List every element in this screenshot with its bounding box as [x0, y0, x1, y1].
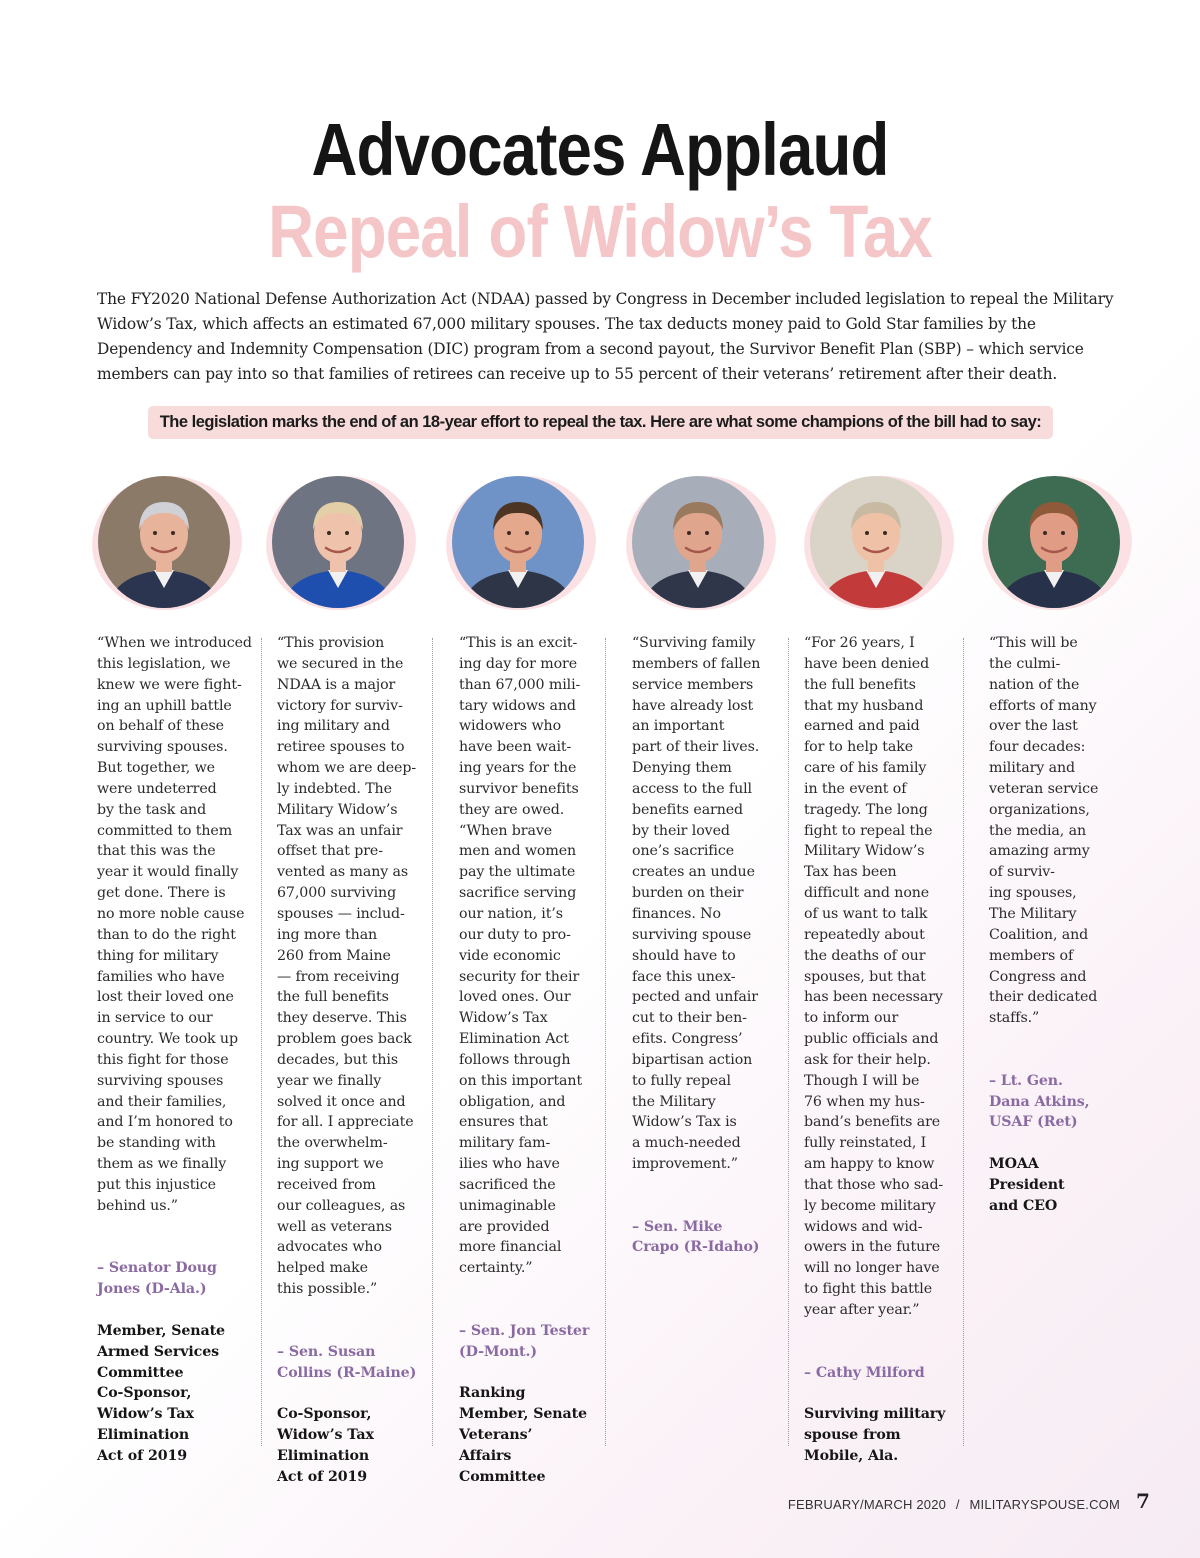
quote-column-crapo [632, 633, 784, 1300]
portrait-collins [266, 474, 416, 614]
portrait-photo-icon [810, 476, 942, 608]
column-divider [261, 638, 262, 1446]
footer-separator: / [955, 1497, 960, 1512]
quote-column-milford [804, 633, 960, 1488]
page-number: 7 [1136, 1489, 1150, 1513]
speaker-name: – Lt. Gen. Dana Atkins, USAF (Ret) [989, 1072, 1090, 1131]
quote-attribution [277, 1321, 429, 1509]
quote-text: “This provision we secured in the NDAA is a major victory for surviv- ing military and retiree spouses to whom we are deep- ly indebted. The Military Widow’s Tax was an unfair offset that pre- vented as many as 67,000 surviving spouses — includ- ing more than 260 from Maine — from receiving the full benefits they deserve. This problem goes back decades, but this year we finally solved it once and for all. I appreciate the overwhelm- ing support we received from our colleagues, as well as veterans advocates who helped make this possible.” [277, 635, 417, 1298]
site-name: MILITARYSPOUSE.COM [969, 1497, 1120, 1512]
speaker-name: – Cathy Milford [804, 1364, 925, 1381]
quote-column-collins [277, 633, 429, 1508]
quote-column-tester [459, 633, 601, 1508]
quote-attribution [804, 1342, 960, 1488]
speaker-role: MOAA President and CEO [989, 1156, 1065, 1214]
headline-line-1: Advocates Applaud [311, 108, 889, 191]
quote-attribution [632, 1196, 784, 1300]
quote-attribution [97, 1237, 257, 1487]
column-divider [432, 638, 433, 1446]
callout-banner [148, 406, 1053, 439]
portrait-jones [92, 474, 242, 614]
quote-text: “When we introduced this legislation, we knew we were fight- ing an uphill battle on behalf of these surviving spouses. But together, we were undeterred by the task and committed to them that this was the year it would finally get done. There is no more noble cause than to do the right thing for military families who have lost their loved one in service to our country. We took up this fight for those surviving spouses and their families, and I’m honored to be standing with them as we finally put this injustice behind us.” [97, 635, 252, 1214]
quote-text: “For 26 years, I have been denied the full benefits that my husband earned and paid for to help take care of his family in the event of tragedy. The long fight to repeal the Military Widow’s Tax has been difficult and none of us want to talk repeatedly about the deaths of our spouses, but that has been necessary to inform our public officials and ask for their help. Though I will be 76 when my hus- band’s benefits are fully reinstated, I am happy to know that those who sad- ly become military widows and wid- owers in the future will no longer have to fight this battle year after year.” [804, 635, 944, 1318]
portrait-atkins [982, 474, 1132, 614]
quote-text: “Surviving family members of fallen service members have already lost an important part of their lives. Denying them access to the full benefits earned by their loved one’s sacrifice creates an undue burden on their finances. No surviving spouse should have to face this unex- pected and unfair cut to their ben- efits. Congress’ bipartisan action to fully repeal the Military Widow’s Tax is a much-needed improvement.” [632, 635, 761, 1173]
portrait-photo-icon [272, 476, 404, 608]
page-footer [788, 1497, 1120, 1512]
speaker-role: Co-Sponsor, Widow’s Tax Elimination Act of 2019 [277, 1406, 374, 1485]
portrait-tester [446, 474, 596, 614]
headline-line-2: Repeal of Widow’s Tax [268, 190, 932, 273]
portrait-photo-icon [452, 476, 584, 608]
column-divider [963, 638, 964, 1446]
speaker-role: Surviving military spouse from Mobile, Ala. [804, 1406, 946, 1464]
quote-attribution [989, 1050, 1119, 1238]
speaker-name: – Sen. Jon Tester (D-Mont.) [459, 1322, 590, 1360]
speaker-name: – Sen. Susan Collins (R-Maine) [277, 1343, 417, 1381]
portrait-photo-icon [988, 476, 1120, 608]
quote-text: “This will be the culmi- nation of the efforts of many over the last four decades: military and veteran service organizations, the media, an amazing army of surviv- ing spouses, The Military Coalition, and members of Congress and their dedicated staffs.” [989, 635, 1099, 1027]
speaker-name: – Sen. Mike Crapo (R-Idaho) [632, 1218, 760, 1256]
column-divider [788, 638, 789, 1446]
portrait-crapo [626, 474, 776, 614]
speaker-role: Member, Senate Armed Services Committee Co-Sponsor, Widow’s Tax Elimination Act of 2019 [97, 1322, 225, 1464]
speaker-name: – Senator Doug Jones (D-Ala.) [97, 1260, 217, 1298]
speaker-role: Ranking Member, Senate Veterans’ Affairs Committee [459, 1385, 587, 1485]
quote-text: “This is an excit- ing day for more than 67,000 mili- tary widows and widowers who have been wait- ing years for the survivor benefits they are owed. “When brave men and women pay the ultimate sacrifice serving our nation, it’s our duty to pro- vide economic security for their loved ones. Our Widow’s Tax Elimination Act follows through on this important obligation, and ensures that military fam- ilies who have sacrificed the unimaginable are provided more financial certainty.” [459, 635, 583, 1277]
quote-column-atkins [989, 633, 1119, 1237]
portrait-photo-icon [98, 476, 230, 608]
issue-date: FEBRUARY/MARCH 2020 [787, 1497, 947, 1512]
quote-column-jones [97, 633, 257, 1488]
portrait-photo-icon [632, 476, 764, 608]
portrait-milford [804, 474, 954, 614]
column-divider [605, 638, 606, 1446]
intro-paragraph: The FY2020 National Defense Authorization Act (NDAA) passed by Congress in December included legislation to repeal the Military Widow’s Tax, which affects an estimated 67,000 military spouses. The tax deducts money paid to Gold Star families by the Dependency and Indemnity Compensation (DIC) program from a second payout, the Survivor Benefit Plan (SBP) – which service members can pay into so that families of retirees can receive up to 55 percent of their veterans’ retirement after their death. [97, 290, 1114, 383]
quote-attribution [459, 1300, 601, 1508]
callout-banner-text: The legislation marks the end of an 18-year effort to repeal the tax. Here are what some champions of the bill had to say: [159, 413, 1042, 431]
